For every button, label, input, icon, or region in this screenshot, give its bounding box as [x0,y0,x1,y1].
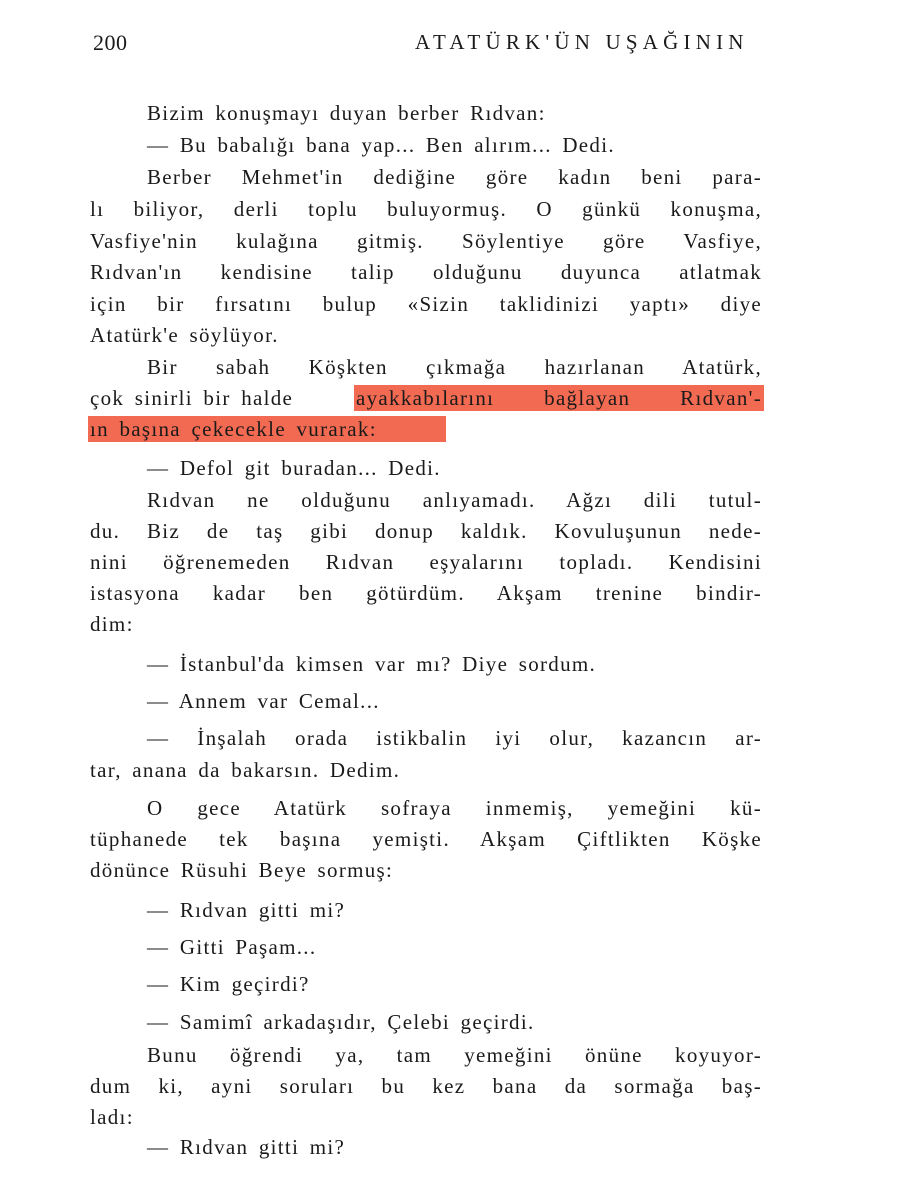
text-line: dim: [90,612,134,636]
text-line: Bir sabah Köşkten çıkmağa hazırlanan Atatürk, [147,355,762,379]
text-line: Rıdvan ne olduğunu anlıyamadı. Ağzı dili tutul- [147,488,762,512]
text-line: — Annem var Cemal... [147,689,380,713]
text-line: — İstanbul'da kimsen var mı? Diye sordum. [147,652,597,676]
page-number: 200 [93,30,128,55]
text-line: Bunu öğrendi ya, tam yemeğini önüne koyuyor- [147,1043,762,1067]
text-line: — Rıdvan gitti mi? [147,1135,346,1159]
text-line: için bir fırsatını bulup «Sizin taklidinizi yaptı» diye [90,292,762,316]
text-line: — Samimî arkadaşıdır, Çelebi geçirdi. [147,1010,535,1034]
highlighted-text: ın başına çekecekle vurarak: [90,417,377,441]
text-line: Berber Mehmet'in dediğine göre kadın beni para- [147,165,762,189]
text-line: — Gitti Paşam... [147,935,317,959]
text-line: nini öğrenemeden Rıdvan eşyalarını topladı. Kendisini [90,550,762,574]
running-title: ATATÜRK'ÜN UŞAĞININ [415,30,749,54]
text-line: — Kim geçirdi? [147,972,310,996]
text-line: dönünce Rüsuhi Beye sormuş: [90,858,394,882]
text-line: — Defol git buradan... Dedi. [147,456,441,480]
text-line: — Rıdvan gitti mi? [147,898,346,922]
text-line: dum ki, ayni soruları bu kez bana da sormağa baş- [90,1074,762,1098]
text-line: ladı: [90,1105,134,1129]
text-line: Bizim konuşmayı duyan berber Rıdvan: [147,101,546,125]
text-line: çok sinirli bir halde [90,386,294,410]
text-line: O gece Atatürk sofraya inmemiş, yemeğini kü- [147,796,762,820]
text-line: du. Biz de taş gibi donup kaldık. Kovuluşunun nede- [90,519,762,543]
text-line: Rıdvan'ın kendisine talip olduğunu duyunca atlatmak [90,260,762,284]
text-line: — İnşalah orada istikbalin iyi olur, kazancın ar- [147,726,762,750]
text-line: Vasfiye'nin kulağına gitmiş. Söylentiye göre Vasfiye, [90,229,762,253]
text-line: lı biliyor, derli toplu buluyormuş. O günkü konuşma, [90,197,762,221]
text-line: tüphanede tek başına yemişti. Akşam Çiftlikten Köşke [90,827,762,851]
text-line: Atatürk'e söylüyor. [90,323,279,347]
text-line: istasyona kadar ben götürdüm. Akşam trenine bindir- [90,581,762,605]
text-line: — Bu babalığı bana yap... Ben alırım... Dedi. [147,133,615,157]
text-line: tar, anana da bakarsın. Dedim. [90,758,401,782]
highlighted-text: ayakkabılarını bağlayan Rıdvan'- [356,386,762,410]
